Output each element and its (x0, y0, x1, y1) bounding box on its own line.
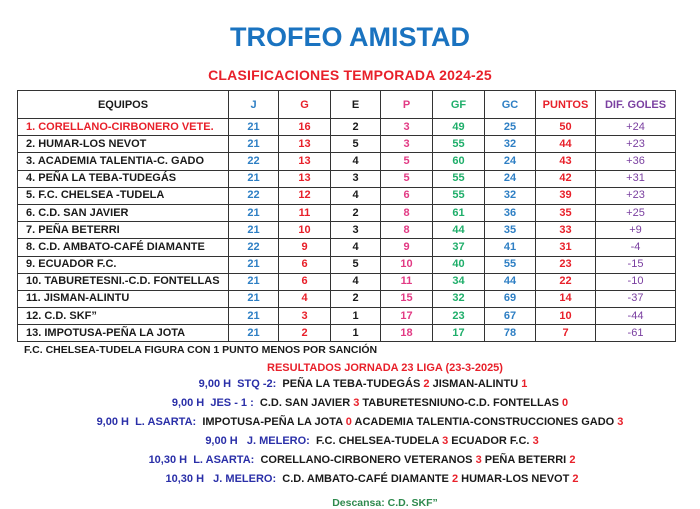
goal-difference-cell: +31 (596, 170, 676, 187)
played-cell: 21 (229, 256, 279, 273)
home-score: 3 (442, 435, 449, 447)
lost-cell: 5 (381, 170, 433, 187)
points-cell: 39 (536, 187, 596, 204)
points-cell: 50 (536, 119, 596, 136)
goal-difference-cell: -37 (596, 290, 676, 307)
drawn-cell: 1 (331, 325, 381, 342)
team-name-cell: 4. PEÑA LA TEBA-TUDEGÁS (18, 170, 229, 187)
goals-for-cell: 37 (433, 239, 485, 256)
points-cell: 23 (536, 256, 596, 273)
drawn-cell: 3 (331, 170, 381, 187)
goals-against-cell: 35 (485, 222, 536, 239)
table-row (18, 136, 676, 153)
goals-against-cell: 55 (485, 256, 536, 273)
home-score: 3 (353, 397, 360, 409)
table-row (18, 187, 676, 204)
played-cell: 21 (229, 290, 279, 307)
home-score: 0 (345, 416, 352, 428)
team-name-cell: 5. F.C. CHELSEA -TUDELA (18, 187, 229, 204)
column-header-e: E (331, 91, 381, 119)
away-score: 2 (569, 454, 576, 466)
table-row (18, 204, 676, 221)
match-time: 9,00 H L. ASARTA: (96, 416, 197, 428)
goal-difference-cell: +9 (596, 222, 676, 239)
home-score: 2 (451, 473, 459, 485)
goals-against-cell: 44 (485, 273, 536, 290)
lost-cell: 18 (381, 325, 433, 342)
lost-cell: 6 (381, 187, 433, 204)
won-cell: 3 (279, 308, 331, 325)
goal-difference-cell: -44 (596, 308, 676, 325)
goals-for-cell: 44 (433, 222, 485, 239)
won-cell: 12 (279, 187, 331, 204)
page-subtitle: CLASIFICACIONES TEMPORADA 2024-25 (208, 67, 492, 83)
column-header-j: J (229, 91, 279, 119)
goal-difference-cell: -61 (596, 325, 676, 342)
drawn-cell: 5 (331, 256, 381, 273)
home-team: IMPOTUSA-PEÑA LA JOTA (202, 416, 343, 428)
table-row (18, 170, 676, 187)
won-cell: 13 (279, 170, 331, 187)
goals-for-cell: 49 (433, 119, 485, 136)
away-team: JISMAN-ALINTU (432, 378, 519, 390)
column-header-gf: GF (433, 91, 485, 119)
won-cell: 6 (279, 256, 331, 273)
goals-against-cell: 69 (485, 290, 536, 307)
lost-cell: 15 (381, 290, 433, 307)
match-time: 10,30 H L. ASARTA: (148, 454, 255, 466)
table-row (18, 325, 676, 342)
standings-table (17, 90, 676, 342)
won-cell: 9 (279, 239, 331, 256)
drawn-cell: 2 (331, 119, 381, 136)
points-cell: 33 (536, 222, 596, 239)
away-team: HUMAR-LOS NEVOT (461, 473, 570, 485)
table-row (18, 153, 676, 170)
team-name-cell: 8. C.D. AMBATO-CAFÉ DIAMANTE (18, 239, 229, 256)
table-row (18, 119, 676, 136)
team-name-cell: 1. CORELLANO-CIRBONERO VETE. (18, 119, 229, 136)
goals-for-cell: 55 (433, 136, 485, 153)
goals-against-cell: 67 (485, 308, 536, 325)
goal-difference-cell: -15 (596, 256, 676, 273)
column-header-gc: GC (485, 91, 536, 119)
away-score: 3 (617, 416, 624, 428)
goals-against-cell: 25 (485, 119, 536, 136)
match-result (0, 473, 700, 485)
goal-difference-cell: -10 (596, 273, 676, 290)
won-cell: 13 (279, 153, 331, 170)
away-score: 1 (521, 378, 528, 390)
home-team: PEÑA LA TEBA-TUDEGÁS (282, 378, 421, 390)
goal-difference-cell: +23 (596, 136, 676, 153)
column-header-equipos: EQUIPOS (18, 91, 229, 119)
drawn-cell: 4 (331, 239, 381, 256)
drawn-cell: 3 (331, 222, 381, 239)
column-header-p: P (381, 91, 433, 119)
played-cell: 22 (229, 187, 279, 204)
drawn-cell: 5 (331, 136, 381, 153)
team-name-cell: 2. HUMAR-LOS NEVOT (18, 136, 229, 153)
team-name-cell: 3. ACADEMIA TALENTIA-C. GADO (18, 153, 229, 170)
match-result (0, 416, 700, 428)
points-cell: 44 (536, 136, 596, 153)
away-score: 0 (562, 397, 569, 409)
match-result (0, 378, 700, 390)
points-cell: 35 (536, 204, 596, 221)
lost-cell: 8 (381, 222, 433, 239)
won-cell: 16 (279, 119, 331, 136)
played-cell: 21 (229, 308, 279, 325)
goal-difference-cell: -4 (596, 239, 676, 256)
lost-cell: 9 (381, 239, 433, 256)
drawn-cell: 4 (331, 273, 381, 290)
goals-for-cell: 60 (433, 153, 485, 170)
column-header-puntos: PUNTOS (536, 91, 596, 119)
won-cell: 6 (279, 273, 331, 290)
team-name-cell: 10. TABURETESNI.-C.D. FONTELLAS (18, 273, 229, 290)
match-time: 9,00 H J. MELERO: (205, 435, 310, 447)
table-row (18, 256, 676, 273)
page-title: TROFEO AMISTAD (230, 22, 470, 52)
lost-cell: 5 (381, 153, 433, 170)
points-cell: 10 (536, 308, 596, 325)
table-row (18, 308, 676, 325)
lost-cell: 17 (381, 308, 433, 325)
played-cell: 21 (229, 119, 279, 136)
goals-for-cell: 55 (433, 170, 485, 187)
points-cell: 14 (536, 290, 596, 307)
goals-for-cell: 40 (433, 256, 485, 273)
match-time: 10,30 H J. MELERO: (165, 473, 277, 485)
column-header-g: G (279, 91, 331, 119)
match-time: 9,00 H STQ -2: (198, 378, 277, 390)
played-cell: 21 (229, 325, 279, 342)
table-row (18, 290, 676, 307)
points-cell: 7 (536, 325, 596, 342)
won-cell: 4 (279, 290, 331, 307)
played-cell: 22 (229, 239, 279, 256)
away-team: TABURETESNIUNO-C.D. FONTELLAS (362, 397, 559, 409)
drawn-cell: 2 (331, 204, 381, 221)
goal-difference-cell: +23 (596, 187, 676, 204)
goals-for-cell: 34 (433, 273, 485, 290)
goals-against-cell: 24 (485, 170, 536, 187)
played-cell: 22 (229, 153, 279, 170)
drawn-cell: 1 (331, 308, 381, 325)
points-cell: 43 (536, 153, 596, 170)
points-cell: 42 (536, 170, 596, 187)
goals-for-cell: 55 (433, 187, 485, 204)
lost-cell: 10 (381, 256, 433, 273)
drawn-cell: 4 (331, 153, 381, 170)
played-cell: 21 (229, 204, 279, 221)
goal-difference-cell: +25 (596, 204, 676, 221)
played-cell: 21 (229, 273, 279, 290)
home-team: F.C. CHELSEA-TUDELA (315, 435, 440, 447)
lost-cell: 8 (381, 204, 433, 221)
points-cell: 22 (536, 273, 596, 290)
lost-cell: 11 (381, 273, 433, 290)
goals-for-cell: 32 (433, 290, 485, 307)
table-header-row (18, 91, 676, 119)
played-cell: 21 (229, 222, 279, 239)
sanction-note: F.C. CHELSEA-TUDELA FIGURA CON 1 PUNTO MENOS POR SANCIÓN (24, 344, 378, 356)
lost-cell: 3 (381, 119, 433, 136)
points-cell: 31 (536, 239, 596, 256)
match-time: 9,00 H JES - 1 : (171, 397, 254, 409)
team-name-cell: 12. C.D. SKF” (18, 308, 229, 325)
away-team: PEÑA BETERRI (484, 454, 567, 466)
away-team: ECUADOR F.C. (451, 435, 530, 447)
goals-against-cell: 32 (485, 187, 536, 204)
won-cell: 2 (279, 325, 331, 342)
goals-for-cell: 17 (433, 325, 485, 342)
goal-difference-cell: +24 (596, 119, 676, 136)
team-name-cell: 7. PEÑA BETERRI (18, 222, 229, 239)
home-score: 3 (475, 454, 482, 466)
home-team: C.D. AMBATO-CAFÉ DIAMANTE (282, 473, 449, 485)
rest-team-note: Descansa: C.D. SKF” (332, 497, 438, 509)
goal-difference-cell: +36 (596, 153, 676, 170)
home-team: CORELLANO-CIRBONERO VETERANOS (260, 454, 473, 466)
team-name-cell: 13. IMPOTUSA-PEÑA LA JOTA (18, 325, 229, 342)
drawn-cell: 2 (331, 290, 381, 307)
match-result (0, 454, 700, 466)
column-header-dif-goles: DIF. GOLES (596, 91, 676, 119)
away-score: 3 (532, 435, 539, 447)
goals-for-cell: 23 (433, 308, 485, 325)
played-cell: 21 (229, 136, 279, 153)
goals-for-cell: 61 (433, 204, 485, 221)
results-title: RESULTADOS JORNADA 23 LIGA (23-3-2025) (267, 362, 503, 374)
goals-against-cell: 32 (485, 136, 536, 153)
goals-against-cell: 78 (485, 325, 536, 342)
away-team: ACADEMIA TALENTIA-CONSTRUCCIONES GADO (354, 416, 615, 428)
match-result (0, 397, 700, 409)
table-row (18, 273, 676, 290)
home-team: C.D. SAN JAVIER (259, 397, 351, 409)
table-row (18, 239, 676, 256)
team-name-cell: 11. JISMAN-ALINTU (18, 290, 229, 307)
won-cell: 13 (279, 136, 331, 153)
match-result (0, 435, 700, 447)
goals-against-cell: 24 (485, 153, 536, 170)
home-score: 2 (423, 378, 430, 390)
table-row (18, 222, 676, 239)
won-cell: 11 (279, 204, 331, 221)
goals-against-cell: 41 (485, 239, 536, 256)
team-name-cell: 9. ECUADOR F.C. (18, 256, 229, 273)
played-cell: 21 (229, 170, 279, 187)
goals-against-cell: 36 (485, 204, 536, 221)
team-name-cell: 6. C.D. SAN JAVIER (18, 204, 229, 221)
won-cell: 10 (279, 222, 331, 239)
drawn-cell: 4 (331, 187, 381, 204)
away-score: 2 (572, 473, 579, 485)
lost-cell: 3 (381, 136, 433, 153)
